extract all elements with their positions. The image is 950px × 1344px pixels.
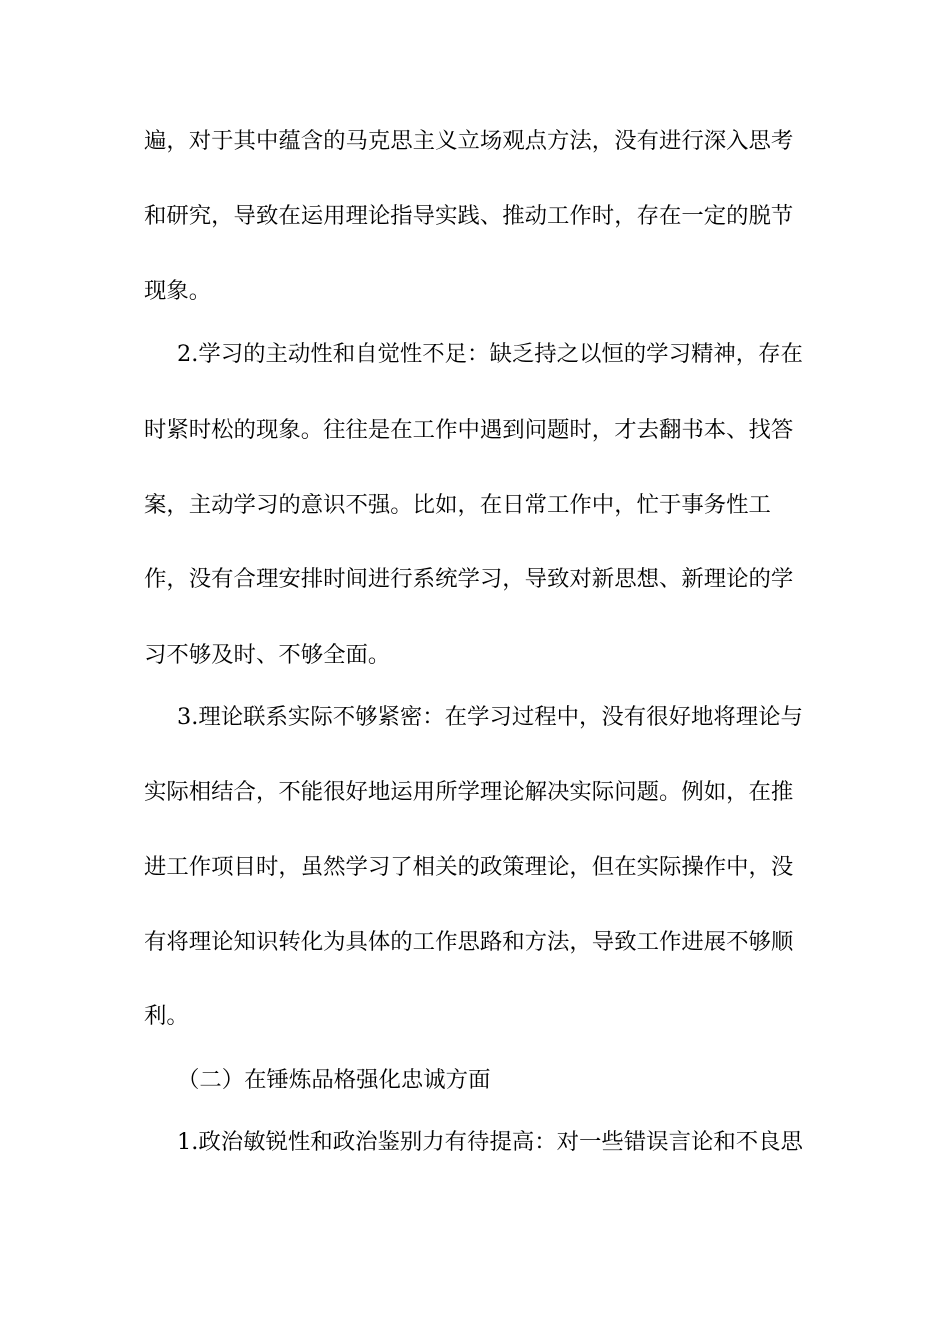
item-2-line-4: 作，没有合理安排时间进行系统学习，导致对新思想、新理论的学	[144, 566, 794, 592]
item-3-line-1: 3.理论联系实际不够紧密：在学习过程中，没有很好地将理论与	[177, 704, 803, 730]
item-2-line-3: 案，主动学习的意识不强。比如，在日常工作中，忙于事务性工	[144, 492, 771, 518]
item-2-line-5: 习不够及时、不够全面。	[144, 642, 391, 668]
section-heading: （二）在锤炼品格强化忠诚方面	[177, 1067, 491, 1093]
paragraph-1-line-1: 遍，对于其中蕴含的马克思主义立场观点方法，没有进行深入思考	[144, 128, 794, 154]
item-2-line-2: 时紧时松的现象。往往是在工作中遇到问题时，才去翻书本、找答	[144, 417, 794, 443]
paragraph-1-line-3: 现象。	[144, 278, 212, 304]
item-3-line-2: 实际相结合，不能很好地运用所学理论解决实际问题。例如，在推	[144, 779, 794, 805]
paragraph-1-line-2: 和研究，导致在运用理论指导实践、推动工作时，存在一定的脱节	[144, 203, 794, 229]
item-2-line-1: 2.学习的主动性和自觉性不足：缺乏持之以恒的学习精神，存在	[177, 341, 803, 367]
item-1-line-1: 1.政治敏锐性和政治鉴别力有待提高：对一些错误言论和不良思	[177, 1129, 803, 1155]
item-3-line-3: 进工作项目时，虽然学习了相关的政策理论，但在实际操作中，没	[144, 854, 794, 880]
item-3-line-5: 利。	[144, 1003, 189, 1029]
item-3-line-4: 有将理论知识转化为具体的工作思路和方法，导致工作进展不够顺	[144, 929, 794, 955]
